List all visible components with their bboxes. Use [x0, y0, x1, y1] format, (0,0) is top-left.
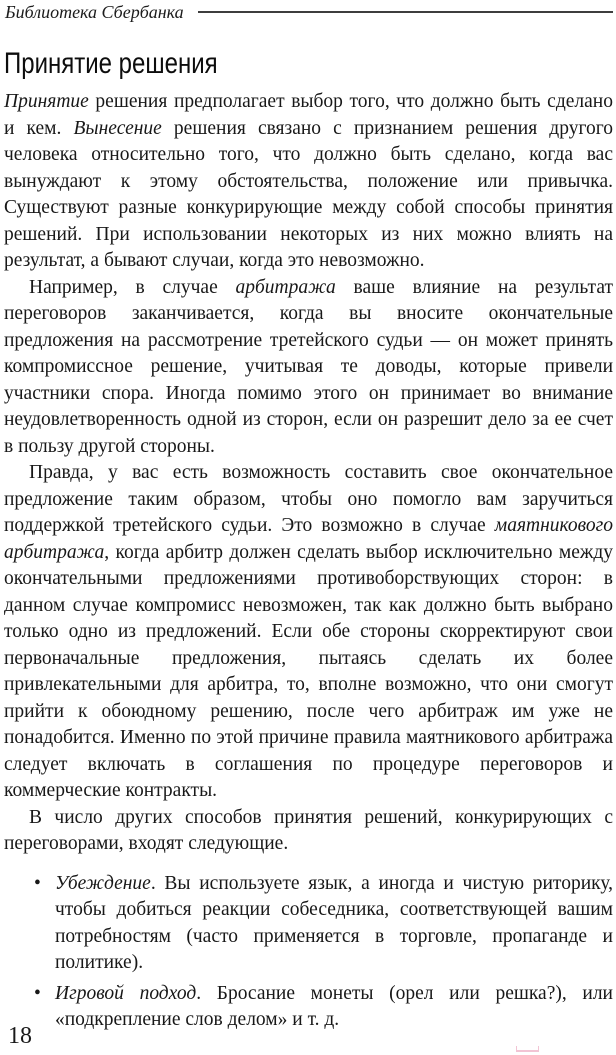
series-title: Библиотека Сбербанка: [5, 2, 184, 22]
page-number: 18: [8, 1023, 32, 1049]
text-run: решения связано с признанием решения другого человека относительно того, что должно быть сделано, когда вас вынуждают к этому обстоятельства, положение или привычка. Существуют разные конкурирующие между собой способы принятия решений. При использовании некоторых из них можно влиять на результат, а бывают случаи, когда это невозможно.: [4, 117, 613, 271]
pink-bracket-mark: [516, 1046, 539, 1052]
text-run: . Бросание монеты (орел или решка?), или «подкрепление слов делом» и т. д.: [55, 982, 613, 1030]
bullet-item: [4, 871, 613, 977]
italic-text-run: Игровой подход: [55, 982, 197, 1004]
italic-text-run: Принятие: [4, 91, 89, 112]
text-run: Правда, у вас есть возможность составить свое окончательное предложение таким образом, чтобы оно помогло вам заручиться поддержкой третейского судьи. Это возможно в случае: [4, 462, 613, 536]
italic-text-run: Убеждение: [55, 872, 151, 894]
paragraph: [4, 460, 613, 805]
running-head: [5, 2, 613, 22]
bullet-icon: •: [34, 872, 41, 894]
bullet-list: [4, 871, 613, 1034]
paragraph: [4, 89, 613, 275]
text-run: ваше влияние на результат переговоров заканчивается, когда вы вносите окончательные предложения на рассмотрение третейского судьи — он может принять компромиссное решение, учитывая те доводы, которые привели участники спора. Иногда помимо этого он принимает во внимание неудовлетворенность одной из сторон, если он разрешит дело за ее счет в пользу другой стороны.: [4, 276, 613, 457]
text-run: Например, в случае: [29, 276, 236, 298]
body-text: [4, 89, 613, 1038]
chapter-title: Принятие решения: [4, 47, 218, 80]
paragraph: [4, 805, 613, 858]
italic-text-run: маятникового арбитража: [4, 515, 613, 563]
text-run: , когда арбитр должен сделать выбор исключительно между окончательными предложениями противоборствующих сторон: в данном случае компромисс невозможен, так как должно быть выбрано только одно из предложений. Если обе стороны скорректируют свои первоначальные предложения, пытаясь сделать их более привлекательными для арбитра, то, вполне возможно, что они смогут прийти к обоюдному решению, после чего арбитраж им уже не понадобится. Именно по этой причине правила маятникового арбитража следует включать в соглашения по процедуре переговоров и коммерческие контракты.: [4, 541, 613, 801]
bullet-item: [4, 981, 613, 1034]
text-run: В число других способов принятия решений, конкурирующих с переговорами, входят следующие.: [4, 806, 613, 854]
italic-text-run: арбитража: [235, 276, 336, 298]
paragraph: [4, 275, 613, 461]
bullet-icon: •: [34, 982, 41, 1004]
italic-text-run: Вынесение: [73, 117, 162, 139]
header-rule: [198, 11, 613, 13]
text-run: решения предполагает выбор того, что должно быть сделано и кем.: [4, 91, 613, 139]
paragraphs-block: [4, 89, 613, 858]
text-run: . Вы используете язык, а иногда и чистую риторику, чтобы добиться реакции собеседника, соответствующей вашим потребностям (часто применяется в торговле, пропаганде и политике).: [55, 872, 613, 973]
